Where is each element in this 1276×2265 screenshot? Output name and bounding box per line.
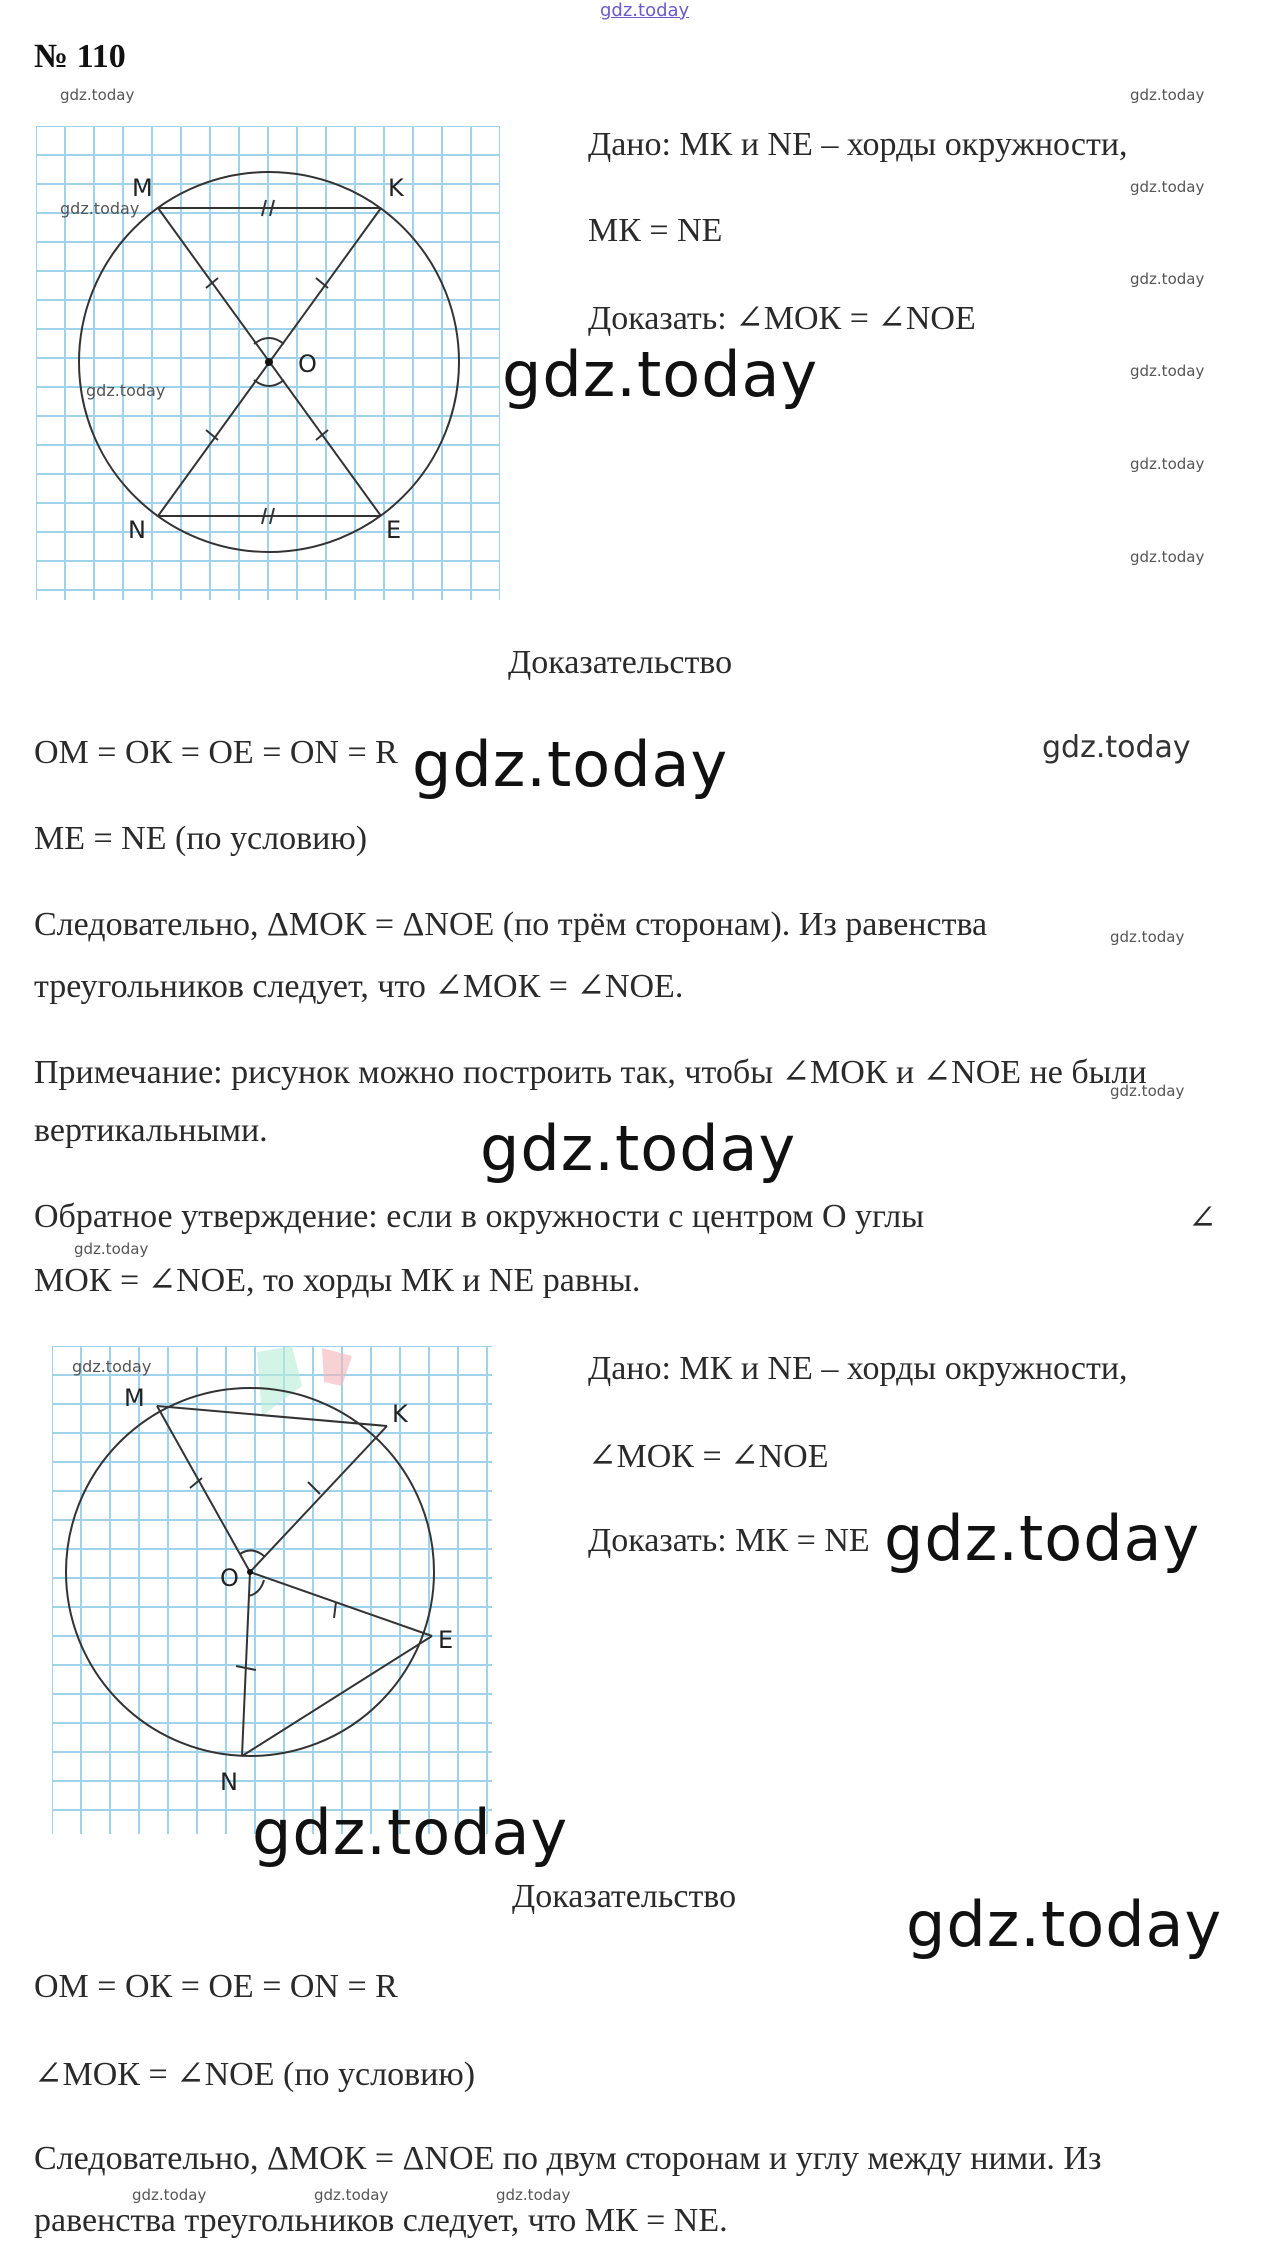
- label-e: E: [438, 1626, 454, 1654]
- given-2-line-2: ∠МОК = ∠NOE: [588, 1438, 829, 1475]
- proof-2-heading: Доказательство: [512, 1878, 737, 1915]
- chord-mk: [157, 1406, 387, 1426]
- watermark: gdz.today: [74, 1240, 149, 1258]
- watermark: gdz.today: [1130, 548, 1205, 566]
- watermark: gdz.today: [314, 2186, 389, 2204]
- proof-1-line-1: ОМ = ОК = ОЕ = ОN = R: [34, 734, 398, 771]
- watermark: gdz.today: [1130, 178, 1205, 196]
- watermark: gdz.today: [252, 1796, 569, 1869]
- proof-2-line-3: Следовательно, ΔМОК = ΔNOE по двум сторонам и углу между ними. Из: [34, 2140, 1102, 2177]
- watermark: gdz.today: [1130, 270, 1205, 288]
- watermark: gdz.today: [884, 1502, 1201, 1575]
- chord-ne: [242, 1636, 432, 1756]
- watermark: gdz.today: [86, 381, 166, 400]
- watermark: gdz.today: [1130, 86, 1205, 104]
- site-link[interactable]: gdz.today: [600, 0, 690, 21]
- label-e: E: [386, 516, 402, 544]
- watermark: gdz.today: [1130, 362, 1205, 380]
- given-2-line-3: Доказать: МК = NE: [588, 1522, 870, 1559]
- watermark: gdz.today: [1042, 730, 1191, 765]
- watermark: gdz.today: [502, 338, 819, 411]
- proof-1-line-8: МОК = ∠NOE, то хорды МК и NE равны.: [34, 1262, 641, 1299]
- proof-2-line-1: ОМ = ОК = ОЕ = ОN = R: [34, 1968, 398, 2005]
- radius-om: [157, 1406, 250, 1572]
- tick: [334, 1602, 336, 1618]
- center-point: [265, 358, 273, 366]
- label-o: O: [220, 1564, 239, 1592]
- given-2-line-1: Дано: МК и NE – хорды окружности,: [588, 1350, 1128, 1387]
- label-n: N: [220, 1768, 238, 1796]
- radius-ok: [250, 1426, 387, 1572]
- label-m: M: [132, 174, 153, 202]
- label-m: M: [124, 1384, 145, 1412]
- proof-1-line-2: МЕ = NE (по условию): [34, 820, 368, 857]
- given-1-line-3: Доказать: ∠МОК = ∠NOE: [588, 300, 976, 337]
- proof-1-line-6: вертикальными.: [34, 1112, 268, 1149]
- watermark: gdz.today: [60, 199, 140, 218]
- grid: [52, 1346, 492, 1834]
- decor-shape: [257, 1346, 302, 1416]
- proof-1-line-7: Обратное утверждение: если в окружности с центром О углы: [34, 1198, 925, 1235]
- label-k: K: [392, 1400, 408, 1428]
- given-1-line-1: Дано: МК и NE – хорды окружности,: [588, 126, 1128, 163]
- watermark: gdz.today: [496, 2186, 571, 2204]
- proof-1-line-4: треугольников следует, что ∠МОК = ∠NOE.: [34, 968, 684, 1005]
- watermark: gdz.today: [906, 1888, 1223, 1961]
- watermark: gdz.today: [480, 1112, 797, 1185]
- tick: [206, 278, 218, 288]
- watermark: gdz.today: [132, 2186, 207, 2204]
- proof-2-line-4: равенства треугольников следует, что МК = NE.: [34, 2202, 728, 2239]
- label-k: K: [388, 174, 404, 202]
- figure-2-diagram: [52, 1346, 492, 1834]
- label-n: N: [128, 516, 146, 544]
- decor-shape: [322, 1348, 352, 1386]
- watermark: gdz.today: [72, 1357, 152, 1376]
- center-point: [247, 1569, 253, 1575]
- label-o: O: [298, 350, 317, 378]
- watermark: gdz.today: [1110, 928, 1185, 946]
- given-1-line-2: МК = NE: [588, 212, 723, 249]
- proof-1-line-3: Следовательно, ΔМОК = ΔNOE (по трём сторонам). Из равенства: [34, 906, 988, 943]
- watermark: gdz.today: [1110, 1082, 1185, 1100]
- angle-arc: [240, 1550, 264, 1556]
- angle-symbol: ∠: [1188, 1200, 1217, 1237]
- watermark: gdz.today: [60, 86, 135, 104]
- figure-1-diagram: [36, 126, 500, 600]
- proof-2-line-2: ∠МОК = ∠NOE (по условию): [34, 2056, 476, 2093]
- watermark: gdz.today: [1130, 455, 1205, 473]
- problem-number: № 110: [34, 38, 126, 75]
- proof-1-heading: Доказательство: [508, 644, 733, 681]
- watermark: gdz.today: [412, 728, 729, 801]
- proof-1-line-5: Примечание: рисунок можно построить так, чтобы ∠МОК и ∠NOE не были: [34, 1054, 1147, 1091]
